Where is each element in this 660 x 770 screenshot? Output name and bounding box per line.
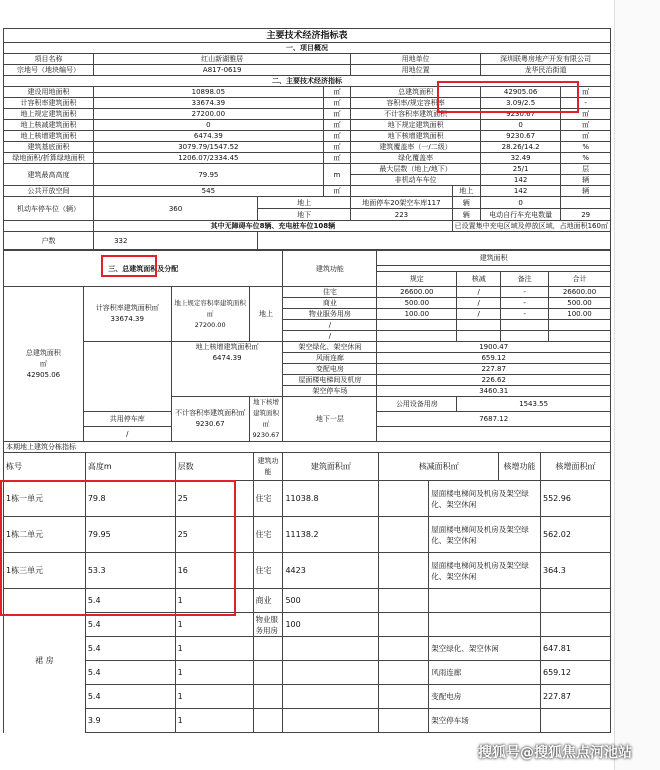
func-note: - bbox=[501, 298, 549, 309]
row-label: 计容积率建筑面积 bbox=[4, 98, 94, 109]
reg-label: 规定 bbox=[377, 272, 457, 287]
func-reg: 100.00 bbox=[377, 309, 457, 320]
row-label-2: 地下规定建筑面积 bbox=[351, 120, 481, 131]
func-reduce: / bbox=[457, 298, 501, 309]
podium-height: 5.4 bbox=[85, 637, 175, 661]
above-unit: 辆 bbox=[561, 186, 611, 197]
podium-floors: 1 bbox=[175, 589, 253, 613]
table-row bbox=[4, 153, 611, 164]
ev-value: 29 bbox=[561, 209, 611, 221]
below1-label: 地下一层 bbox=[283, 397, 377, 442]
add-area-cell bbox=[171, 342, 283, 397]
parking-above-note: 地面停车20架空车库117 bbox=[351, 197, 452, 209]
add-area-label: 地上核增建筑面积㎡ bbox=[195, 343, 259, 351]
building-func: 住宅 bbox=[253, 517, 283, 553]
parking-value: 360 bbox=[94, 197, 258, 221]
row-value-2: 32.49 bbox=[480, 153, 560, 164]
func-note: - bbox=[501, 287, 549, 298]
row-label-2: 不计容积率建筑面积 bbox=[351, 109, 481, 120]
table-row bbox=[4, 342, 611, 353]
sum-label: 合计 bbox=[549, 272, 611, 287]
location-label: 用地位置 bbox=[351, 65, 481, 76]
floors-label: 最大层数（地上/地下） bbox=[351, 164, 481, 175]
podium-addfunc: 风雨连廊 bbox=[429, 661, 541, 685]
row-label-2: 容积率/规定容积率 bbox=[351, 98, 481, 109]
watermark: 搜狐号@搜狐焦点河池站 bbox=[478, 745, 632, 761]
col-header-reduce: 核减面积㎡ bbox=[379, 453, 499, 481]
parking-label: 机动车停车位（辆） bbox=[4, 197, 94, 221]
row-value-2: 9230.67 bbox=[480, 131, 560, 142]
building-floors: 25 bbox=[175, 481, 253, 517]
row-value: 3079.79/1547.52 bbox=[94, 142, 324, 153]
parcel: A817-0619 bbox=[94, 65, 351, 76]
height-label: 建筑最高高度 bbox=[4, 164, 94, 186]
func-reg: 500.00 bbox=[377, 298, 457, 309]
location: 龙华民治街道 bbox=[480, 65, 610, 76]
row-unit: ㎡ bbox=[323, 109, 351, 120]
nonmotor-value: 142 bbox=[480, 175, 560, 186]
public-space-unit: ㎡ bbox=[323, 186, 351, 197]
page-margin bbox=[614, 0, 660, 770]
row-label: 地上规定建筑面积 bbox=[4, 109, 94, 120]
indicator-table bbox=[3, 28, 611, 250]
parking-below-value: 223 bbox=[351, 209, 452, 221]
row-unit-2: % bbox=[561, 142, 611, 153]
building-floors: 16 bbox=[175, 553, 253, 589]
row-value: 33674.39 bbox=[94, 98, 324, 109]
podium-area: 100 bbox=[283, 613, 379, 637]
podium-floors: 1 bbox=[175, 685, 253, 709]
add-func-name: 变配电房 bbox=[283, 364, 377, 375]
table-row bbox=[4, 287, 611, 298]
building-addarea: 552.96 bbox=[540, 481, 610, 517]
building-height: 53.3 bbox=[85, 553, 175, 589]
func-name: / bbox=[283, 331, 377, 342]
podium-height: 5.4 bbox=[85, 589, 175, 613]
row-value: 1206.07/2334.45 bbox=[94, 153, 324, 164]
building-func: 住宅 bbox=[253, 481, 283, 517]
row-label-2: 总建筑面积 bbox=[351, 87, 481, 98]
row-unit: ㎡ bbox=[323, 98, 351, 109]
row-value-2: 3.09/2.5 bbox=[480, 98, 560, 109]
nonfar-value: 9230.67 bbox=[195, 420, 225, 428]
table-row bbox=[4, 613, 611, 637]
add-func-name: 架空停车场 bbox=[283, 386, 377, 397]
add-area-value: 6474.39 bbox=[212, 354, 242, 362]
above-ground-label: 地上 bbox=[249, 287, 283, 342]
section-2-header: 二、主要技术经济指标 bbox=[4, 76, 611, 87]
row-label-2: 地下核增建筑面积 bbox=[351, 131, 481, 142]
col-header-func: 建筑功能 bbox=[253, 453, 283, 481]
table-row bbox=[4, 109, 611, 120]
podium-floors: 1 bbox=[175, 613, 253, 637]
ev-note: 已设置集中充电区域及停放区域，占地面积160㎡ bbox=[452, 221, 610, 232]
row-label: 地上核减建筑面积 bbox=[4, 120, 94, 131]
row-value-2: 0 bbox=[480, 120, 560, 131]
note-label: 备注 bbox=[501, 272, 549, 287]
area-distribution-table bbox=[3, 250, 611, 442]
section-1-header: 一、项目概况 bbox=[4, 43, 611, 54]
func-sum: 100.00 bbox=[549, 309, 611, 320]
building-addarea: 562.02 bbox=[540, 517, 610, 553]
podium-floors: 1 bbox=[175, 637, 253, 661]
table-row bbox=[4, 98, 611, 109]
table-row bbox=[4, 709, 611, 733]
public-space-value: 545 bbox=[94, 186, 324, 197]
section-4-header: 本期地上建筑分栋指标 bbox=[3, 442, 611, 452]
land-unit: 深圳联粤房地产开发有限公司 bbox=[480, 54, 610, 65]
nonfar-cell bbox=[171, 397, 249, 442]
podium-height: 5.4 bbox=[85, 661, 175, 685]
row-label-2: 绿化覆盖率 bbox=[351, 153, 481, 164]
func-name: 商业 bbox=[283, 298, 377, 309]
building-addfunc: 屋面楼电梯间及机房及架空绿化、架空休闲 bbox=[429, 481, 541, 517]
table-row bbox=[4, 637, 611, 661]
col-header-area: 建筑面积㎡ bbox=[283, 453, 379, 481]
podium-addfunc: 架空停车场 bbox=[429, 709, 541, 733]
nonfar-label: 不计容积率建筑面积㎡ bbox=[175, 409, 246, 417]
add-func-value: 227.87 bbox=[377, 364, 611, 375]
below-add-label: 地下核增建筑面积㎡ bbox=[252, 398, 279, 428]
podium-label: 裙 房 bbox=[4, 589, 86, 733]
row-label-2: 建筑覆盖率（一/二级） bbox=[351, 142, 481, 153]
col-header-floors: 层数 bbox=[175, 453, 253, 481]
building-func: 住宅 bbox=[253, 553, 283, 589]
func-reduce: / bbox=[457, 287, 501, 298]
row-value: 6474.39 bbox=[94, 131, 324, 142]
nonmotor-label: 非机动车车位 bbox=[351, 175, 481, 186]
func-reg: 26600.00 bbox=[377, 287, 457, 298]
row-unit: ㎡ bbox=[323, 87, 351, 98]
row-unit-2: ㎡ bbox=[561, 109, 611, 120]
total-area-value: 42905.06 bbox=[26, 370, 61, 379]
add-func-value: 1900.47 bbox=[377, 342, 611, 353]
col-header-no: 栋号 bbox=[4, 453, 86, 481]
row-value-2: 42905.06 bbox=[480, 87, 560, 98]
podium-height: 3.9 bbox=[85, 709, 175, 733]
below-func-name: 公用设备用房 bbox=[377, 397, 457, 412]
func-name: / bbox=[283, 320, 377, 331]
public-space-label: 公共开放空间 bbox=[4, 186, 94, 197]
parking-above-unit: 辆 bbox=[452, 197, 480, 209]
table-row bbox=[4, 685, 611, 709]
func-reduce: / bbox=[457, 309, 501, 320]
row-label: 地上核增建筑面积 bbox=[4, 131, 94, 142]
building-addarea: 364.3 bbox=[540, 553, 610, 589]
row-value: 10898.05 bbox=[94, 87, 324, 98]
households-value: 332 bbox=[94, 232, 258, 250]
parking-below-unit: 辆 bbox=[452, 209, 480, 221]
land-unit-label: 用地单位 bbox=[351, 54, 481, 65]
row-unit: ㎡ bbox=[323, 153, 351, 164]
podium-addarea: 227.87 bbox=[540, 685, 610, 709]
barrier-note: 其中无障碍车位8辆、充电桩车位108辆 bbox=[94, 221, 452, 232]
building-floors: 25 bbox=[175, 517, 253, 553]
row-unit-2: - bbox=[561, 98, 611, 109]
row-unit: ㎡ bbox=[323, 142, 351, 153]
building-area: 11038.8 bbox=[283, 481, 379, 517]
parking-above-label: 地上 bbox=[257, 197, 350, 209]
far-area-value: 33674.39 bbox=[110, 315, 144, 323]
func-name: 物业服务用房 bbox=[283, 309, 377, 320]
section-3-header: 三、总建筑面积及分配 bbox=[4, 251, 283, 287]
indicator-table-wrap bbox=[3, 28, 611, 733]
height-unit: m bbox=[323, 164, 351, 186]
add-func-name: 架空绿化、架空休闲 bbox=[283, 342, 377, 353]
add-func-value: 659.12 bbox=[377, 353, 611, 364]
podium-height: 5.4 bbox=[85, 613, 175, 637]
add-func-value: 3460.31 bbox=[377, 386, 611, 397]
podium-addarea: 659.12 bbox=[540, 661, 610, 685]
col-header-addfunc: 核增功能 bbox=[499, 453, 541, 481]
above-value: 142 bbox=[480, 186, 560, 197]
podium-func: 商业 bbox=[253, 589, 283, 613]
total-area-unit: ㎡ bbox=[39, 359, 47, 368]
building-height: 79.8 bbox=[85, 481, 175, 517]
func-sum: 500.00 bbox=[549, 298, 611, 309]
building-area: 4423 bbox=[283, 553, 379, 589]
table-row bbox=[4, 481, 611, 517]
below-func-name: 共用停车库 bbox=[83, 412, 171, 427]
nonmotor-unit: 辆 bbox=[561, 175, 611, 186]
func-sum: 26600.00 bbox=[549, 287, 611, 298]
total-area-label: 总建筑面积 bbox=[25, 348, 61, 357]
row-label: 绿地面积/折算绿地面积 bbox=[4, 153, 94, 164]
floors-value: 25/1 bbox=[480, 164, 560, 175]
add-func-name: 风雨连廊 bbox=[283, 353, 377, 364]
row-unit-2: ㎡ bbox=[561, 120, 611, 131]
table-row bbox=[4, 553, 611, 589]
far-area-label: 计容积率建筑面积㎡ bbox=[95, 304, 159, 312]
func-label: 建筑功能 bbox=[283, 251, 377, 287]
col-header-height: 高度m bbox=[85, 453, 175, 481]
row-label: 建设用地面积 bbox=[4, 87, 94, 98]
podium-floors: 1 bbox=[175, 661, 253, 685]
table-row bbox=[4, 120, 611, 131]
building-area: 11138.2 bbox=[283, 517, 379, 553]
area-label: 建筑面积 bbox=[377, 251, 611, 266]
row-unit: ㎡ bbox=[323, 131, 351, 142]
podium-addfunc: 架空绿化、架空休闲 bbox=[429, 637, 541, 661]
row-unit-2: % bbox=[561, 153, 611, 164]
row-unit-2: ㎡ bbox=[561, 131, 611, 142]
table-row bbox=[4, 87, 611, 98]
row-value: 27200.00 bbox=[94, 109, 324, 120]
building-height: 79.95 bbox=[85, 517, 175, 553]
building-addfunc: 屋面楼电梯间及机房及架空绿化、架空休闲 bbox=[429, 553, 541, 589]
table-row bbox=[4, 589, 611, 613]
row-value-2: 28.26/14.2 bbox=[480, 142, 560, 153]
row-value-2: 9230.67 bbox=[480, 109, 560, 120]
below-func-value: 7687.12 bbox=[377, 412, 611, 427]
far-area-cell bbox=[83, 287, 171, 342]
parking-below-label: 地下 bbox=[257, 209, 350, 221]
table-title: 主要技术经济指标表 bbox=[4, 29, 611, 43]
func-note: - bbox=[501, 309, 549, 320]
table-row bbox=[4, 517, 611, 553]
table-row bbox=[4, 661, 611, 685]
table-row bbox=[4, 131, 611, 142]
above-label: 地上 bbox=[452, 186, 480, 197]
ev-label: 电动自行车充电数量 bbox=[480, 209, 560, 221]
podium-addfunc: 变配电房 bbox=[429, 685, 541, 709]
building-no: 1栋二单元 bbox=[4, 517, 86, 553]
total-area-cell bbox=[4, 287, 84, 442]
reg-far-cell bbox=[171, 287, 249, 342]
parking-above-value: 0 bbox=[480, 197, 560, 209]
podium-func: 物业服务用房 bbox=[253, 613, 283, 637]
col-header-addarea: 核增面积㎡ bbox=[540, 453, 610, 481]
podium-height: 5.4 bbox=[85, 685, 175, 709]
building-addfunc: 屋面楼电梯间及机房及架空绿化、架空休闲 bbox=[429, 517, 541, 553]
func-name: 住宅 bbox=[283, 287, 377, 298]
below-func-name: / bbox=[83, 427, 171, 442]
building-no: 1栋三单元 bbox=[4, 553, 86, 589]
building-header-row bbox=[4, 453, 611, 481]
reg-far-label: 地上规定容积率建筑面积㎡ bbox=[174, 298, 246, 318]
reduce-label: 核减 bbox=[457, 272, 501, 287]
podium-floors: 1 bbox=[175, 709, 253, 733]
row-unit-2: ㎡ bbox=[561, 87, 611, 98]
building-table bbox=[3, 452, 611, 733]
row-value: 0 bbox=[94, 120, 324, 131]
project-name: 红山新湖雅居 bbox=[94, 54, 351, 65]
floors-unit: 层 bbox=[561, 164, 611, 175]
row-unit: ㎡ bbox=[323, 120, 351, 131]
table-row bbox=[4, 142, 611, 153]
podium-area: 500 bbox=[283, 589, 379, 613]
add-func-name: 屋面楼电梯间及机房 bbox=[283, 375, 377, 386]
below-func-value: 1543.55 bbox=[457, 397, 611, 412]
row-label: 建筑基底面积 bbox=[4, 142, 94, 153]
below-add-value: 9230.67 bbox=[252, 431, 280, 439]
parcel-label: 宗地号（地块编号） bbox=[4, 65, 94, 76]
below-add-cell bbox=[249, 397, 283, 442]
households-label: 户数 bbox=[4, 232, 94, 250]
height-value: 79.95 bbox=[94, 164, 324, 186]
project-name-label: 项目名称 bbox=[4, 54, 94, 65]
podium-addarea: 647.81 bbox=[540, 637, 610, 661]
building-no: 1栋一单元 bbox=[4, 481, 86, 517]
reg-far-value: 27200.00 bbox=[194, 320, 226, 329]
add-func-value: 226.62 bbox=[377, 375, 611, 386]
